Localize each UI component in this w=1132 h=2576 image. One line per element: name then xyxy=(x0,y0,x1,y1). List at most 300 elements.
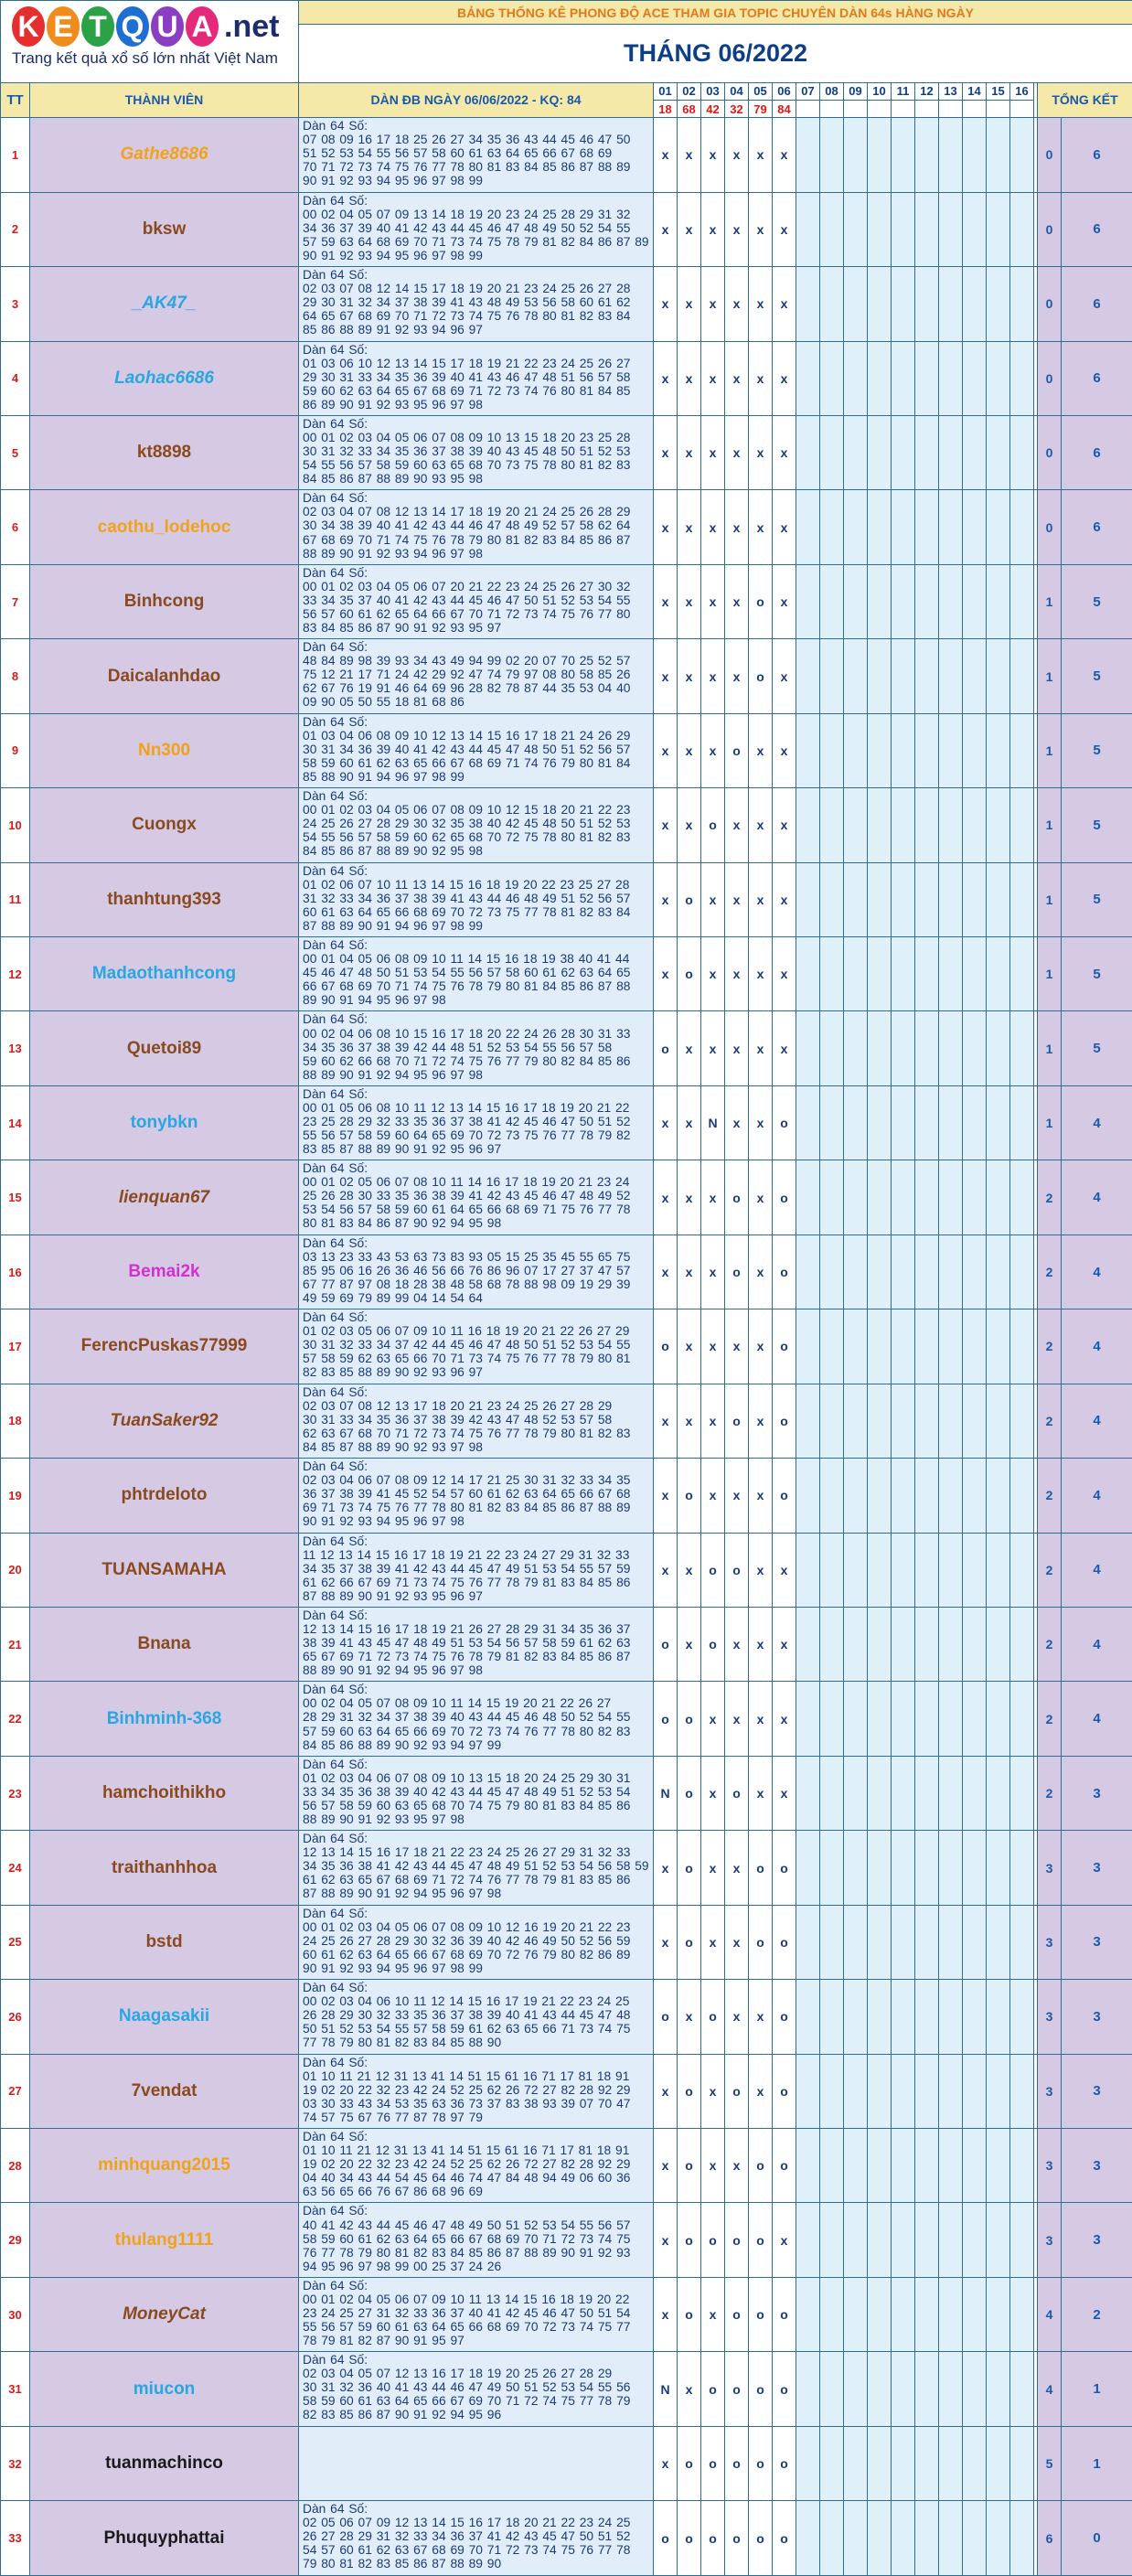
day-mark-empty xyxy=(820,1905,844,1979)
day-mark-empty xyxy=(868,1756,892,1830)
day-mark-empty xyxy=(987,341,1010,415)
day-mark-empty xyxy=(1010,1085,1034,1160)
day-mark-empty xyxy=(868,2426,892,2500)
day-mark: x xyxy=(749,2054,773,2128)
dan-line: 34 35 36 38 41 42 43 44 45 47 48 49 51 52 53 54 56 58 59 xyxy=(303,1859,649,1874)
day-mark-empty xyxy=(963,788,987,862)
day-mark-empty xyxy=(796,2054,820,2128)
day-mark-empty xyxy=(915,490,939,564)
miss-count: 0 xyxy=(1038,341,1062,415)
member-row xyxy=(1,2203,1132,2277)
member-name[interactable]: hamchoithikho xyxy=(30,1756,299,1830)
dan-line: Dàn 64 Số: xyxy=(303,938,368,953)
day-mark-empty xyxy=(796,564,820,638)
dan-line: 30 31 33 34 35 36 37 38 39 42 43 47 48 52 53 57 58 xyxy=(303,1412,613,1427)
miss-count: 3 xyxy=(1038,2129,1062,2203)
day-mark-empty xyxy=(915,1085,939,1160)
total-score: 4 xyxy=(1062,1160,1132,1235)
member-row xyxy=(1,2054,1132,2128)
day-mark: o xyxy=(701,1980,725,2054)
day-mark: x xyxy=(725,788,749,862)
day-mark-empty xyxy=(915,1309,939,1384)
day-mark: x xyxy=(701,1011,725,1085)
row-number: 4 xyxy=(1,341,30,415)
day-mark: o xyxy=(654,1980,678,2054)
day-mark-empty xyxy=(915,2501,939,2576)
day-mark-empty xyxy=(939,2501,963,2576)
member-name[interactable]: FerencPuskas77999 xyxy=(30,1309,299,1384)
member-name[interactable]: Bemai2k xyxy=(30,1235,299,1309)
day-mark: x xyxy=(749,490,773,564)
day-mark-empty xyxy=(963,639,987,713)
day-mark-empty xyxy=(963,2054,987,2128)
miss-count: 3 xyxy=(1038,2203,1062,2277)
day-mark-empty xyxy=(939,1085,963,1160)
dan-numbers xyxy=(299,2277,654,2351)
day-mark: x xyxy=(678,1607,701,1681)
day-mark: x xyxy=(725,639,749,713)
dan-line: Dàn 64 Số: xyxy=(303,119,368,134)
day-mark: x xyxy=(749,1607,773,1681)
day-mark-empty xyxy=(963,937,987,1011)
dan-line: Dàn 64 Số: xyxy=(303,1012,368,1027)
day-mark-empty xyxy=(939,2203,963,2277)
miss-count: 2 xyxy=(1038,1607,1062,1681)
header-member: THÀNH VIÊN xyxy=(30,82,299,118)
day-mark: x xyxy=(701,862,725,936)
row-number: 18 xyxy=(1,1384,30,1458)
day-mark-empty xyxy=(939,862,963,936)
day-mark-empty xyxy=(987,1682,1010,1756)
day-mark-empty xyxy=(987,564,1010,638)
day-mark: o xyxy=(678,2054,701,2128)
day-mark: x xyxy=(749,1160,773,1235)
dan-line: 01 02 06 07 10 11 13 14 15 16 18 19 20 22 23 25 27 28 xyxy=(303,877,630,892)
dan-line: 94 95 96 97 98 99 00 25 37 24 26 xyxy=(303,2259,502,2273)
member-row xyxy=(1,2426,1132,2500)
day-mark-empty xyxy=(796,862,820,936)
day-mark-empty xyxy=(892,1607,915,1681)
day-mark: x xyxy=(749,713,773,787)
member-name[interactable]: TuanSaker92 xyxy=(30,1384,299,1458)
dan-line: 58 59 60 61 63 64 65 66 67 69 70 71 72 74 75 77 78 79 xyxy=(303,2394,631,2409)
dan-line: 67 68 69 70 71 74 75 76 78 79 80 81 82 83 84 85 86 87 xyxy=(303,532,631,547)
day-mark-empty xyxy=(939,1980,963,2054)
dan-line: 33 34 35 37 40 41 42 43 44 45 46 47 50 51 52 53 54 55 xyxy=(303,593,631,607)
logo-letter: K xyxy=(12,6,45,47)
day-mark-empty xyxy=(844,639,868,713)
member-name[interactable]: Nn300 xyxy=(30,713,299,787)
day-mark: o xyxy=(678,862,701,936)
dan-line: 83 84 85 86 87 90 91 92 93 95 97 xyxy=(303,620,502,635)
day-mark-empty xyxy=(820,1533,844,1607)
day-mark: x xyxy=(654,862,678,936)
dan-line: Dàn 64 Số: xyxy=(303,1683,368,1697)
day-mark-empty xyxy=(844,2054,868,2128)
day-header: 12 xyxy=(915,82,939,100)
day-mark: x xyxy=(678,1533,701,1607)
dan-numbers xyxy=(299,118,654,192)
dan-line: 51 52 53 54 55 56 57 58 60 61 63 64 65 66 67 68 69 xyxy=(303,146,613,161)
day-mark: x xyxy=(749,1011,773,1085)
day-mark-empty xyxy=(796,788,820,862)
day-header: 02 xyxy=(678,82,701,100)
day-mark: o xyxy=(725,1756,749,1830)
day-mark-empty xyxy=(820,1682,844,1756)
day-header: 08 xyxy=(820,82,844,100)
day-mark-empty xyxy=(939,267,963,341)
dan-numbers xyxy=(299,2054,654,2128)
day-mark-empty xyxy=(1010,2352,1034,2426)
day-mark-empty xyxy=(963,1756,987,1830)
day-header: 11 xyxy=(892,82,915,100)
dan-line: 82 83 85 86 87 90 91 92 94 95 96 xyxy=(303,2408,502,2422)
dan-line: 26 28 29 30 32 33 35 36 37 38 39 40 41 43 44 45 47 48 xyxy=(303,2008,631,2023)
day-mark-empty xyxy=(796,1980,820,2054)
member-name[interactable]: Binhcong xyxy=(30,564,299,638)
day-mark-empty xyxy=(987,639,1010,713)
day-header: 09 xyxy=(844,82,868,100)
result-value xyxy=(987,100,1010,117)
member-row xyxy=(1,2352,1132,2426)
day-mark: x xyxy=(725,862,749,936)
day-mark-empty xyxy=(1010,1980,1034,2054)
total-score: 5 xyxy=(1062,564,1132,638)
dan-line: 02 03 04 06 07 08 09 12 14 17 21 25 30 31 32 33 34 35 xyxy=(303,1473,631,1488)
member-name[interactable]: Binhminh-368 xyxy=(30,1682,299,1756)
total-score: 5 xyxy=(1062,1011,1132,1085)
day-mark: o xyxy=(678,937,701,1011)
day-mark-empty xyxy=(939,341,963,415)
day-mark-empty xyxy=(868,1831,892,1905)
member-name[interactable]: thanhtung393 xyxy=(30,862,299,936)
day-mark-empty xyxy=(963,1085,987,1160)
day-mark: x xyxy=(749,1459,773,1533)
day-mark-empty xyxy=(796,1160,820,1235)
day-mark-empty xyxy=(915,1980,939,2054)
dan-line: 25 26 28 30 33 35 36 38 39 41 42 43 45 46 47 48 49 52 xyxy=(303,1189,631,1203)
day-mark-empty xyxy=(1010,1235,1034,1309)
day-mark-empty xyxy=(1010,2054,1034,2128)
member-name[interactable]: caothu_lodehoc xyxy=(30,490,299,564)
day-mark: x xyxy=(725,118,749,192)
day-mark-empty xyxy=(987,1831,1010,1905)
dan-line: Dàn 64 Số: xyxy=(303,416,368,431)
dan-line: 23 24 25 27 31 32 33 36 37 40 41 42 45 46 47 50 51 54 xyxy=(303,2305,631,2320)
day-mark-empty xyxy=(915,639,939,713)
miss-count: 2 xyxy=(1038,1235,1062,1309)
day-mark: x xyxy=(678,415,701,489)
result-value xyxy=(820,100,844,117)
dan-line: 84 85 86 87 88 89 90 92 95 98 xyxy=(303,844,483,859)
dan-line: 01 02 03 04 06 07 08 09 10 13 15 18 20 24 25 29 30 31 xyxy=(303,1770,631,1785)
day-mark-empty xyxy=(820,1309,844,1384)
member-name[interactable]: phtrdeloto xyxy=(30,1459,299,1533)
dan-line: 66 67 68 69 70 71 74 75 76 78 79 80 81 84 85 86 87 88 xyxy=(303,979,631,994)
day-mark: x xyxy=(725,1011,749,1085)
dan-line: 55 56 57 59 60 61 63 64 65 66 68 69 70 72 73 74 75 77 xyxy=(303,2320,631,2335)
member-name[interactable]: Bnana xyxy=(30,1607,299,1681)
day-mark-empty xyxy=(892,788,915,862)
result-value xyxy=(868,100,892,117)
dan-line: 36 37 38 39 41 45 52 54 57 60 61 62 63 64 65 66 67 68 xyxy=(303,1487,631,1502)
row-number: 30 xyxy=(1,2277,30,2351)
day-mark-empty xyxy=(1010,1160,1034,1235)
total-score: 5 xyxy=(1062,713,1132,787)
day-mark-empty xyxy=(1010,2129,1034,2203)
miss-count: 0 xyxy=(1038,267,1062,341)
dan-line: 45 46 47 48 50 51 53 54 55 56 57 58 60 61 62 63 64 65 xyxy=(303,966,631,980)
day-mark: x xyxy=(725,415,749,489)
dan-line: 40 41 42 43 44 45 46 47 48 49 50 51 52 53 54 55 56 57 xyxy=(303,2218,631,2232)
dan-line: 57 59 60 63 64 65 66 69 70 72 73 74 76 77 78 80 82 83 xyxy=(303,1724,631,1738)
day-mark-empty xyxy=(963,2501,987,2576)
member-row xyxy=(1,937,1132,1011)
day-mark-empty xyxy=(939,192,963,266)
dan-line: Dàn 64 Số: xyxy=(303,1534,368,1548)
member-name[interactable]: tonybkn xyxy=(30,1085,299,1160)
total-score: 4 xyxy=(1062,1085,1132,1160)
day-mark: x xyxy=(654,1831,678,1905)
day-mark-empty xyxy=(844,2501,868,2576)
day-mark: x xyxy=(725,341,749,415)
row-number: 14 xyxy=(1,1085,30,1160)
member-name[interactable]: Madaothanhcong xyxy=(30,937,299,1011)
logo-letter: U xyxy=(151,6,184,47)
member-name[interactable]: 7vendat xyxy=(30,2054,299,2128)
day-mark: x xyxy=(701,192,725,266)
dan-line: 84 85 86 88 89 90 92 93 94 97 99 xyxy=(303,1737,502,1752)
day-header: 15 xyxy=(987,82,1010,100)
day-mark-empty xyxy=(987,1235,1010,1309)
day-mark-empty xyxy=(987,2203,1010,2277)
member-name[interactable]: Gathe8686 xyxy=(30,118,299,192)
day-mark-empty xyxy=(820,192,844,266)
day-mark-empty xyxy=(820,639,844,713)
day-mark: x xyxy=(701,713,725,787)
day-mark-empty xyxy=(915,2277,939,2351)
dan-line: Dàn 64 Số: xyxy=(303,342,368,357)
result-value: 84 xyxy=(773,100,796,117)
dan-line: 11 12 13 14 15 16 17 18 19 21 22 23 24 27 29 31 32 33 xyxy=(303,1547,630,1562)
day-mark-empty xyxy=(796,1309,820,1384)
day-mark-empty xyxy=(915,1905,939,1979)
row-number: 5 xyxy=(1,415,30,489)
member-name[interactable]: minhquang2015 xyxy=(30,2129,299,2203)
day-mark-empty xyxy=(915,2426,939,2500)
logo-letter: T xyxy=(81,6,114,47)
member-name[interactable]: Quetoi89 xyxy=(30,1011,299,1085)
day-mark: x xyxy=(701,937,725,1011)
member-name[interactable]: lienquan67 xyxy=(30,1160,299,1235)
dan-line: 00 01 02 03 04 05 06 07 08 09 10 13 15 18 20 23 25 28 xyxy=(303,431,631,445)
member-name[interactable]: traithanhhoa xyxy=(30,1831,299,1905)
total-score: 6 xyxy=(1062,118,1132,192)
row-number: 12 xyxy=(1,937,30,1011)
day-mark: o xyxy=(773,2277,796,2351)
dan-line: 24 25 26 27 28 29 30 32 35 38 40 42 45 48 50 51 52 53 xyxy=(303,817,631,831)
dan-line: 00 01 02 03 04 05 06 07 08 09 10 12 16 19 20 21 22 23 xyxy=(303,1919,631,1934)
day-mark-empty xyxy=(1010,192,1034,266)
ketqua-logo[interactable] xyxy=(1,1,299,83)
day-mark: x xyxy=(678,490,701,564)
dan-line: 30 34 38 39 40 41 42 43 44 46 47 48 49 52 57 58 62 64 xyxy=(303,518,631,533)
member-name[interactable]: Cuongx xyxy=(30,788,299,862)
dan-line: 79 80 81 82 83 85 86 87 88 89 90 xyxy=(303,2557,502,2571)
day-mark: x xyxy=(749,118,773,192)
day-mark-empty xyxy=(963,490,987,564)
dan-line: 82 83 85 88 89 90 92 93 96 97 xyxy=(303,1365,483,1380)
day-mark-empty xyxy=(820,2426,844,2500)
miss-count: 2 xyxy=(1038,1384,1062,1458)
member-row xyxy=(1,267,1132,341)
day-mark-empty xyxy=(892,2352,915,2426)
day-mark-empty xyxy=(868,118,892,192)
day-mark: x xyxy=(749,788,773,862)
day-mark-empty xyxy=(868,1905,892,1979)
day-mark-empty xyxy=(939,713,963,787)
member-name[interactable]: Naagasakii xyxy=(30,1980,299,2054)
day-header: 05 xyxy=(749,82,773,100)
dan-line: Dàn 64 Số: xyxy=(303,1981,368,1995)
member-name[interactable]: Daicalanhdao xyxy=(30,639,299,713)
dan-line: Dàn 64 Số: xyxy=(303,1757,368,1771)
day-mark-empty xyxy=(892,2203,915,2277)
total-score: 3 xyxy=(1062,1980,1132,2054)
dan-line: 85 86 88 89 91 92 93 94 96 97 xyxy=(303,323,483,337)
day-mark-empty xyxy=(963,341,987,415)
day-mark-empty xyxy=(987,2352,1010,2426)
day-mark-empty xyxy=(915,1682,939,1756)
dan-line: 01 10 11 21 12 31 13 41 14 51 15 61 16 71 17 81 18 91 xyxy=(303,2068,630,2083)
day-mark-empty xyxy=(939,639,963,713)
member-name[interactable]: kt8898 xyxy=(30,415,299,489)
dan-line: 54 55 56 57 58 59 60 63 65 68 70 73 75 78 80 81 82 83 xyxy=(303,458,631,473)
day-mark: x xyxy=(773,1607,796,1681)
member-name[interactable]: MoneyCat xyxy=(30,2277,299,2351)
dan-line: 48 84 89 98 39 93 34 43 49 94 99 02 20 07 70 25 52 57 xyxy=(303,654,631,668)
day-mark-empty xyxy=(915,2054,939,2128)
day-mark: o xyxy=(725,2426,749,2500)
day-mark: x xyxy=(654,1235,678,1309)
day-mark-empty xyxy=(915,1011,939,1085)
row-number: 9 xyxy=(1,713,30,787)
day-mark-empty xyxy=(868,2054,892,2128)
day-mark: x xyxy=(701,639,725,713)
dan-numbers xyxy=(299,1905,654,1979)
day-mark: o xyxy=(773,2129,796,2203)
day-mark-empty xyxy=(844,1459,868,1533)
day-mark: x xyxy=(749,1533,773,1607)
member-name[interactable]: bstd xyxy=(30,1905,299,1979)
day-mark-empty xyxy=(844,788,868,862)
day-mark: o xyxy=(701,788,725,862)
total-score: 5 xyxy=(1062,937,1132,1011)
day-mark-empty xyxy=(939,937,963,1011)
day-mark-empty xyxy=(1010,639,1034,713)
member-name[interactable]: bksw xyxy=(30,192,299,266)
total-score: 5 xyxy=(1062,862,1132,936)
day-mark: x xyxy=(725,564,749,638)
day-mark: x xyxy=(749,1235,773,1309)
day-mark: x xyxy=(654,1533,678,1607)
day-mark-empty xyxy=(963,1682,987,1756)
member-name[interactable]: tuanmachinco xyxy=(30,2426,299,2500)
day-mark-empty xyxy=(939,1384,963,1458)
day-mark-empty xyxy=(987,1085,1010,1160)
day-mark-empty xyxy=(1010,341,1034,415)
day-mark-empty xyxy=(987,1905,1010,1979)
member-row xyxy=(1,1011,1132,1085)
day-mark-empty xyxy=(939,1905,963,1979)
day-header: 04 xyxy=(725,82,749,100)
day-mark: x xyxy=(701,1682,725,1756)
day-mark: x xyxy=(749,1682,773,1756)
day-mark-empty xyxy=(844,2129,868,2203)
day-mark-empty xyxy=(1010,490,1034,564)
day-mark: o xyxy=(678,2426,701,2500)
day-mark: x xyxy=(773,564,796,638)
day-mark-empty xyxy=(844,1682,868,1756)
result-value: 68 xyxy=(678,100,701,117)
dan-line: 30 31 34 36 39 40 41 42 43 44 45 47 48 50 51 52 56 57 xyxy=(303,742,631,756)
day-mark-empty xyxy=(987,2426,1010,2500)
day-mark-empty xyxy=(892,192,915,266)
day-mark-empty xyxy=(820,1459,844,1533)
day-mark-empty xyxy=(987,2054,1010,2128)
day-mark: o xyxy=(701,2426,725,2500)
member-name[interactable]: _AK47_ xyxy=(30,267,299,341)
member-name[interactable]: miucon xyxy=(30,2352,299,2426)
day-mark: x xyxy=(654,2203,678,2277)
day-mark: o xyxy=(749,2129,773,2203)
day-mark-empty xyxy=(892,2129,915,2203)
total-score: 4 xyxy=(1062,1384,1132,1458)
member-name[interactable]: thulang1111 xyxy=(30,2203,299,2277)
member-name[interactable]: TUANSAMAHA xyxy=(30,1533,299,1607)
day-mark: x xyxy=(749,1309,773,1384)
member-name[interactable]: Laohac6686 xyxy=(30,341,299,415)
day-mark: o xyxy=(773,1160,796,1235)
dan-line: 65 67 69 71 72 73 74 75 76 78 79 81 82 83 84 85 86 87 xyxy=(303,1650,631,1664)
dan-line: 29 30 31 33 34 35 36 39 40 41 43 46 47 48 51 56 57 58 xyxy=(303,369,631,384)
result-value xyxy=(915,100,939,117)
day-mark-empty xyxy=(796,937,820,1011)
member-row xyxy=(1,1533,1132,1607)
dan-numbers xyxy=(299,1831,654,1905)
day-mark-empty xyxy=(939,2054,963,2128)
member-name[interactable]: Phuquyphattai xyxy=(30,2501,299,2576)
day-mark-empty xyxy=(844,1533,868,1607)
row-number: 17 xyxy=(1,1309,30,1384)
day-mark-empty xyxy=(868,1085,892,1160)
day-mark-empty xyxy=(796,192,820,266)
dan-numbers xyxy=(299,2203,654,2277)
day-mark-empty xyxy=(796,118,820,192)
day-mark: o xyxy=(678,2277,701,2351)
dan-numbers xyxy=(299,1533,654,1607)
total-score: 6 xyxy=(1062,341,1132,415)
day-mark: o xyxy=(773,1235,796,1309)
dan-line: 55 56 57 58 59 60 64 65 69 70 72 73 75 76 77 78 79 82 xyxy=(303,1128,631,1143)
day-mark: o xyxy=(678,2203,701,2277)
row-number: 15 xyxy=(1,1160,30,1235)
day-mark-empty xyxy=(1010,1682,1034,1756)
day-mark-empty xyxy=(892,1235,915,1309)
dan-line: 01 03 06 10 12 13 14 15 17 18 19 21 22 23 24 25 26 27 xyxy=(303,356,631,370)
miss-count: 1 xyxy=(1038,639,1062,713)
dan-numbers xyxy=(299,267,654,341)
